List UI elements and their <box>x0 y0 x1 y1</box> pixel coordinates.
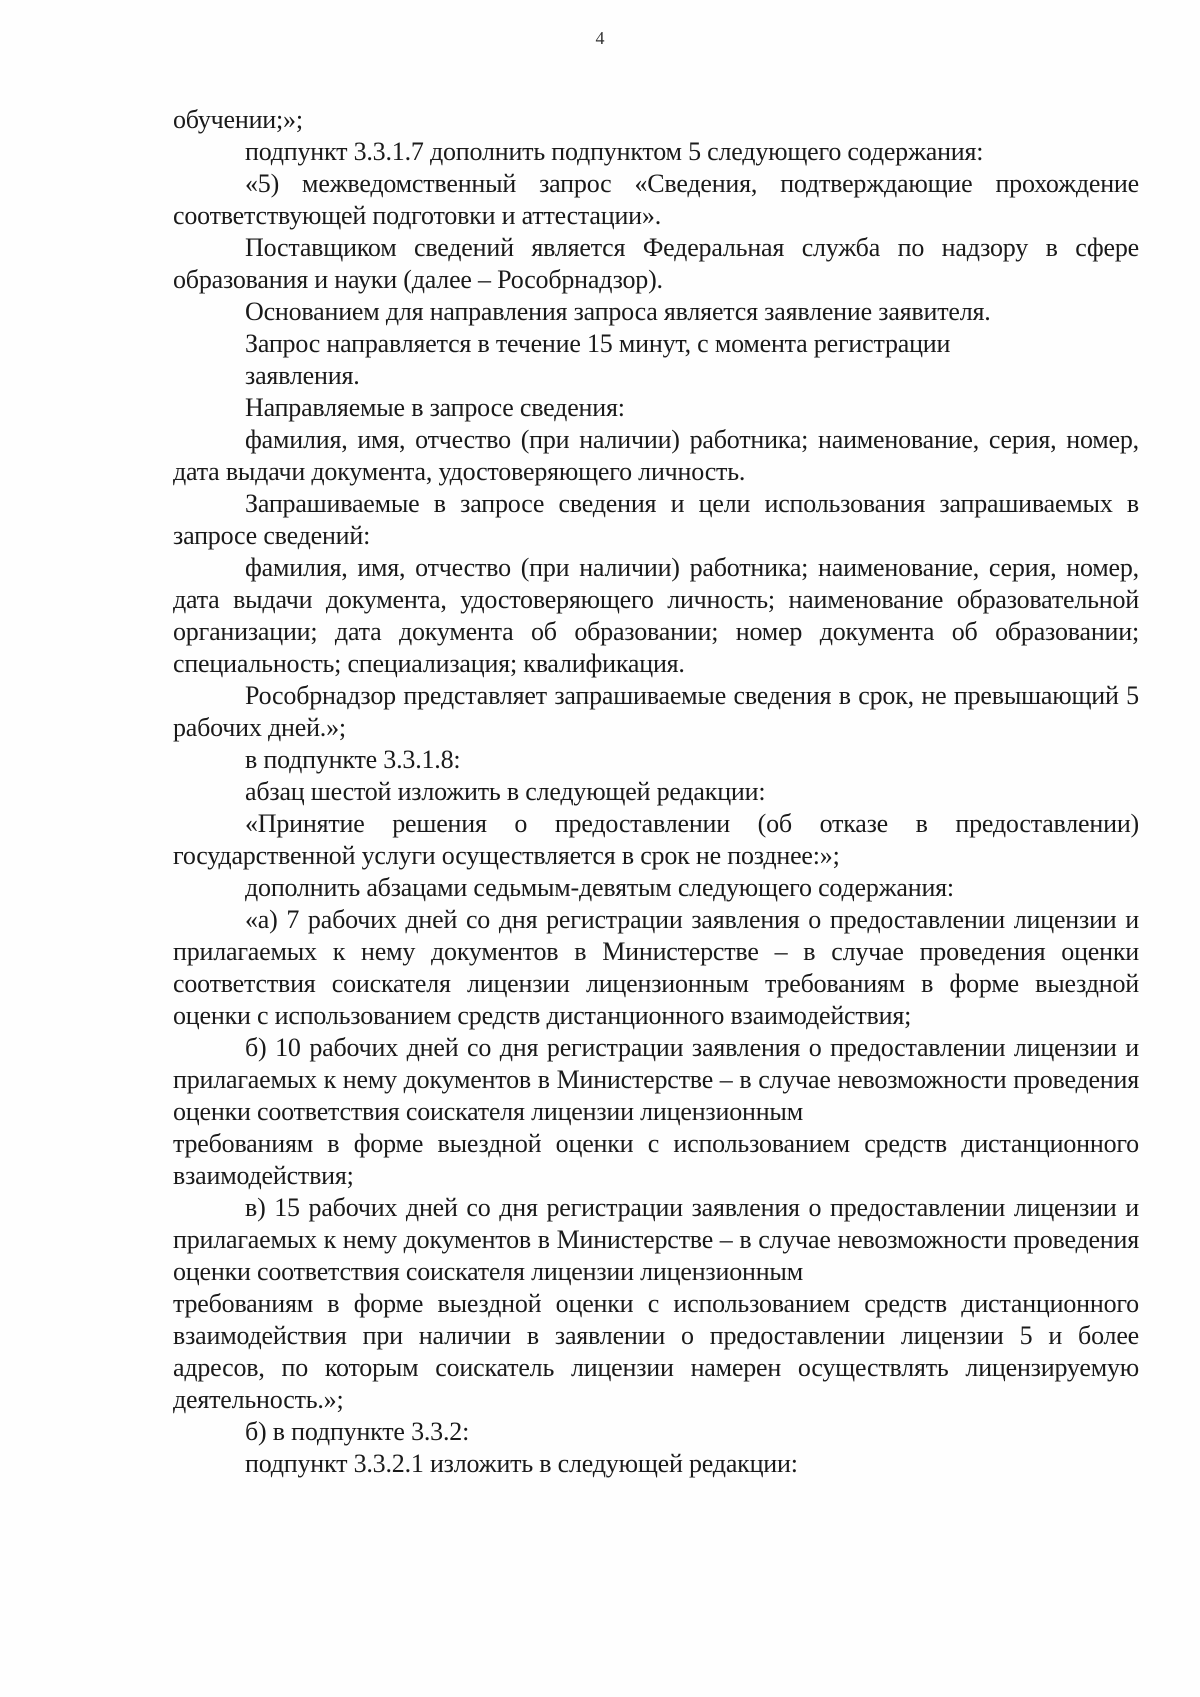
paragraph: «Принятие решения о предоставлении (об отказе в предоставлении) государственной услуги осуществляется в срок не позднее:»; <box>173 809 1139 870</box>
paragraph: в подпункте 3.3.1.8: <box>245 745 461 774</box>
paragraph: Рособрнадзор представляет запрашиваемые сведения в срок, не превышающий 5 рабочих дней.»; <box>173 681 1139 742</box>
paragraph: подпункт 3.3.2.1 изложить в следующей редакции: <box>245 1449 798 1478</box>
paragraph: Поставщиком сведений является Федеральная служба по надзору в сфере образования и науки (далее – Рособрнадзор). <box>173 233 1139 294</box>
paragraph: требованиям в форме выездной оценки с использованием средств дистанционного взаимодействия; <box>173 1129 1139 1190</box>
paragraph: «5) межведомственный запрос «Сведения, подтверждающие прохождение соответствующей подготовки и аттестации». <box>173 169 1139 230</box>
paragraph: обучении;»; <box>173 105 303 134</box>
paragraph: Основанием для направления запроса является заявление заявителя. <box>245 297 991 326</box>
paragraph: фамилия, имя, отчество (при наличии) работника; наименование, серия, номер, дата выдачи документа, удостоверяющего личность; наименование образовательной организации; дата документа об образовании; номер документа об образовании; специальность; специализация; квалификация. <box>173 553 1139 678</box>
paragraph: абзац шестой изложить в следующей редакции: <box>245 777 766 806</box>
paragraph: в) 15 рабочих дней со дня регистрации заявления о предоставлении лицензии и прилагаемых к нему документов в Министерстве – в случае невозможности проведения оценки соответствия соискателя лицензии лицензионным <box>173 1193 1139 1286</box>
paragraph: требованиям в форме выездной оценки с использованием средств дистанционного взаимодействия при наличии в заявлении о предоставлении лицензии 5 и более адресов, по которым соискатель лицензии намерен осуществлять лицензируемую деятельность.»; <box>173 1289 1139 1414</box>
paragraph: подпункт 3.3.1.7 дополнить подпунктом 5 следующего содержания: <box>245 137 984 166</box>
page-number: 4 <box>595 28 605 48</box>
paragraph: заявления. <box>245 361 360 390</box>
paragraph: дополнить абзацами седьмым-девятым следующего содержания: <box>245 873 954 902</box>
paragraph: Направляемые в запросе сведения: <box>245 393 625 422</box>
paragraph: б) 10 рабочих дней со дня регистрации заявления о предоставлении лицензии и прилагаемых к нему документов в Министерстве – в случае невозможности проведения оценки соответствия соискателя лицензии лицензионным <box>173 1033 1139 1126</box>
paragraph: б) в подпункте 3.3.2: <box>245 1417 470 1446</box>
document-body <box>173 104 1139 1480</box>
paragraph: Запрашиваемые в запросе сведения и цели использования запрашиваемых в запросе сведений: <box>173 489 1139 550</box>
paragraph: «а) 7 рабочих дней со дня регистрации заявления о предоставлении лицензии и прилагаемых к нему документов в Министерстве – в случае проведения оценки соответствия соискателя лицензии лицензионным требованиям в форме выездной оценки с использованием средств дистанционного взаимодействия; <box>173 905 1139 1030</box>
paragraph: Запрос направляется в течение 15 минут, с момента регистрации <box>245 329 951 358</box>
paragraph: фамилия, имя, отчество (при наличии) работника; наименование, серия, номер, дата выдачи документа, удостоверяющего личность. <box>173 425 1139 486</box>
